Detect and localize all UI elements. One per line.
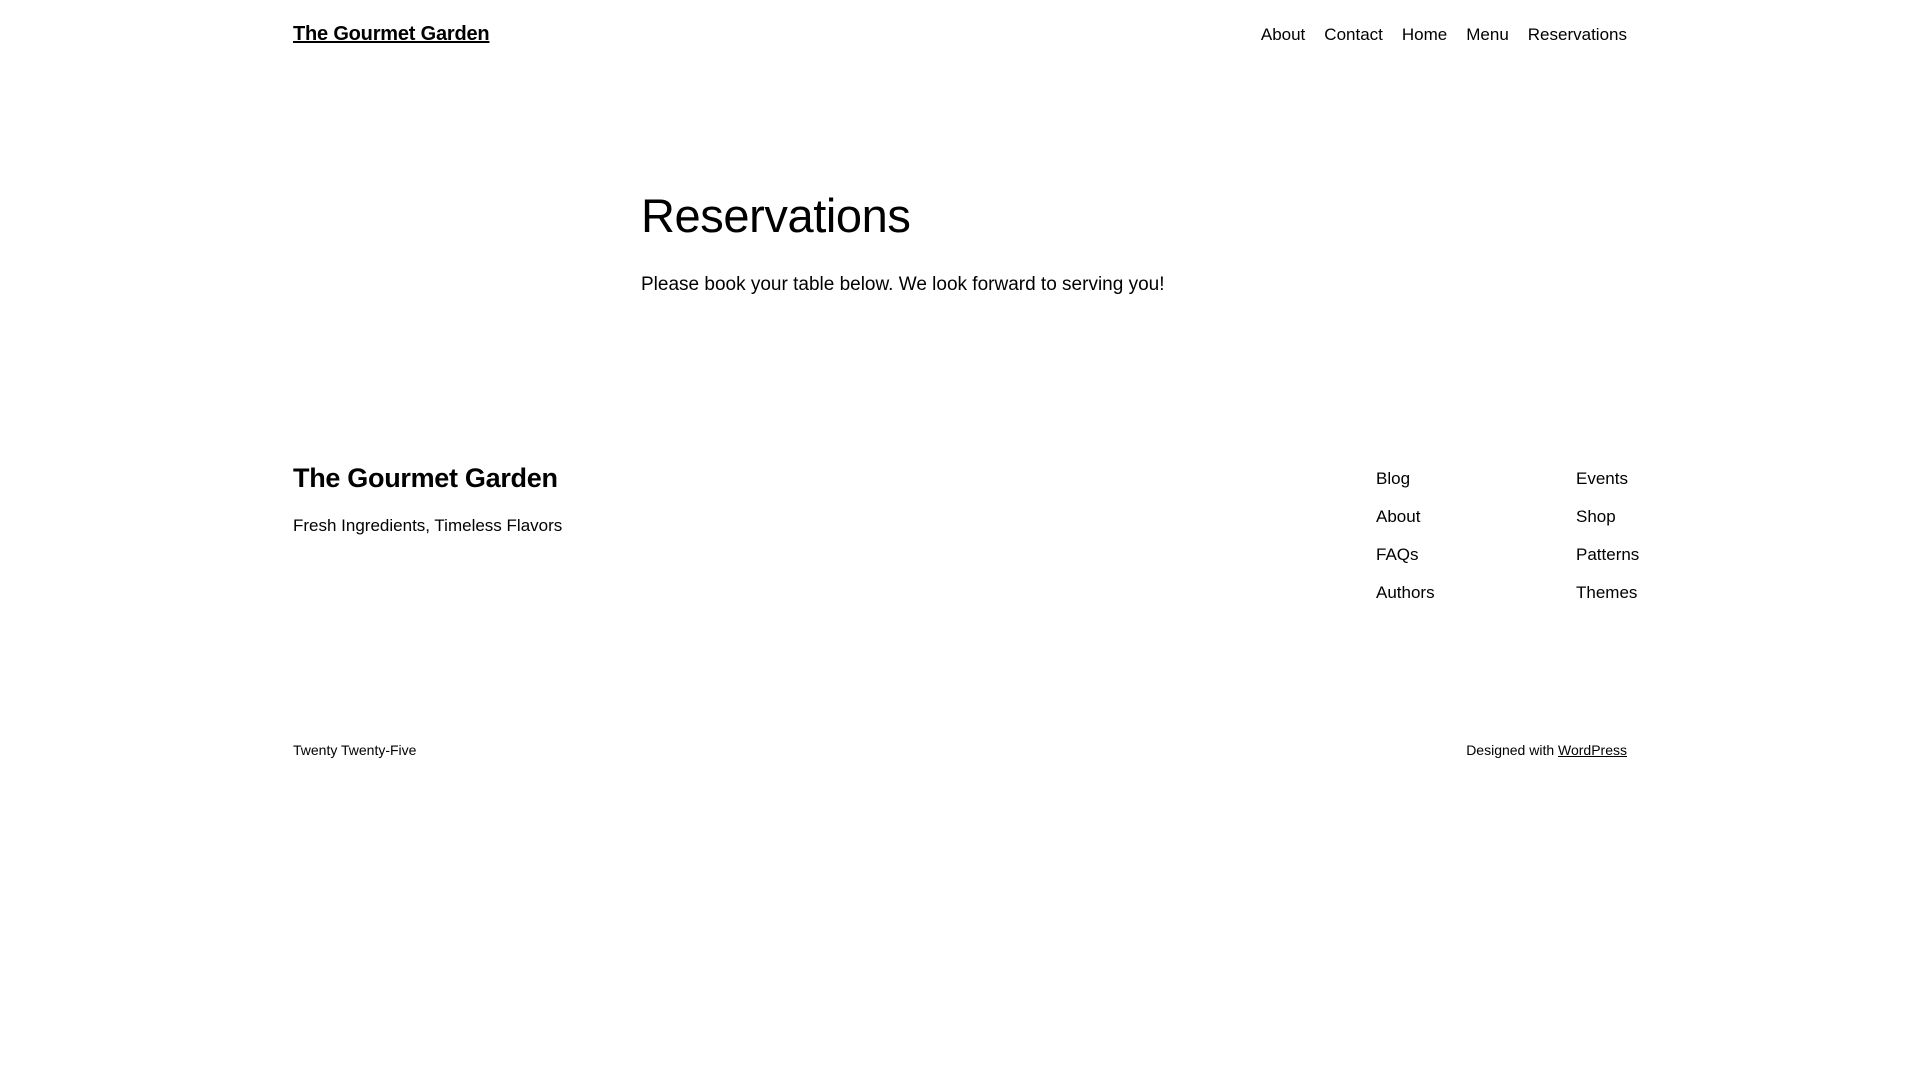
page-title: Reservations [641,189,911,242]
nav-item-home[interactable]: Home [1401,24,1448,44]
page-intro-text: Please book your table below. We look forward to serving you! [641,273,1165,295]
footer-link-about[interactable]: About [1376,507,1421,526]
footer-link-authors[interactable]: Authors [1376,583,1435,602]
footer-link-shop[interactable]: Shop [1576,507,1616,526]
footer-credit [1466,742,1627,758]
footer-column-1 [1376,470,1576,601]
site-header [0,0,1920,68]
site-footer [0,462,1920,758]
nav-item-contact[interactable]: Contact [1324,24,1383,44]
wordpress-link[interactable]: WordPress [1558,742,1627,758]
site-title[interactable]: The Gourmet Garden [293,22,490,45]
footer-link-blog[interactable]: Blog [1376,469,1411,488]
theme-name: Twenty Twenty-Five [293,742,417,758]
footer-column-2 [1576,470,1776,601]
footer-credit-prefix: Designed with [1466,742,1559,758]
main-content [641,190,1541,299]
nav-item-about[interactable]: About [1260,24,1306,44]
footer-brand-title: The Gourmet Garden [293,463,558,493]
footer-link-faqs[interactable]: FAQs [1376,545,1419,564]
footer-tagline: Fresh Ingredients, Timeless Flavors [293,516,563,536]
footer-link-themes[interactable]: Themes [1576,583,1638,602]
footer-link-events[interactable]: Events [1576,469,1628,488]
footer-top [293,462,1640,662]
nav-item-reservations[interactable]: Reservations [1527,24,1627,44]
footer-link-patterns[interactable]: Patterns [1576,545,1640,564]
footer-bottom [293,742,1627,758]
main-navigation [1261,26,1627,43]
nav-item-menu[interactable]: Menu [1466,24,1509,44]
footer-link-columns [1376,470,1776,601]
